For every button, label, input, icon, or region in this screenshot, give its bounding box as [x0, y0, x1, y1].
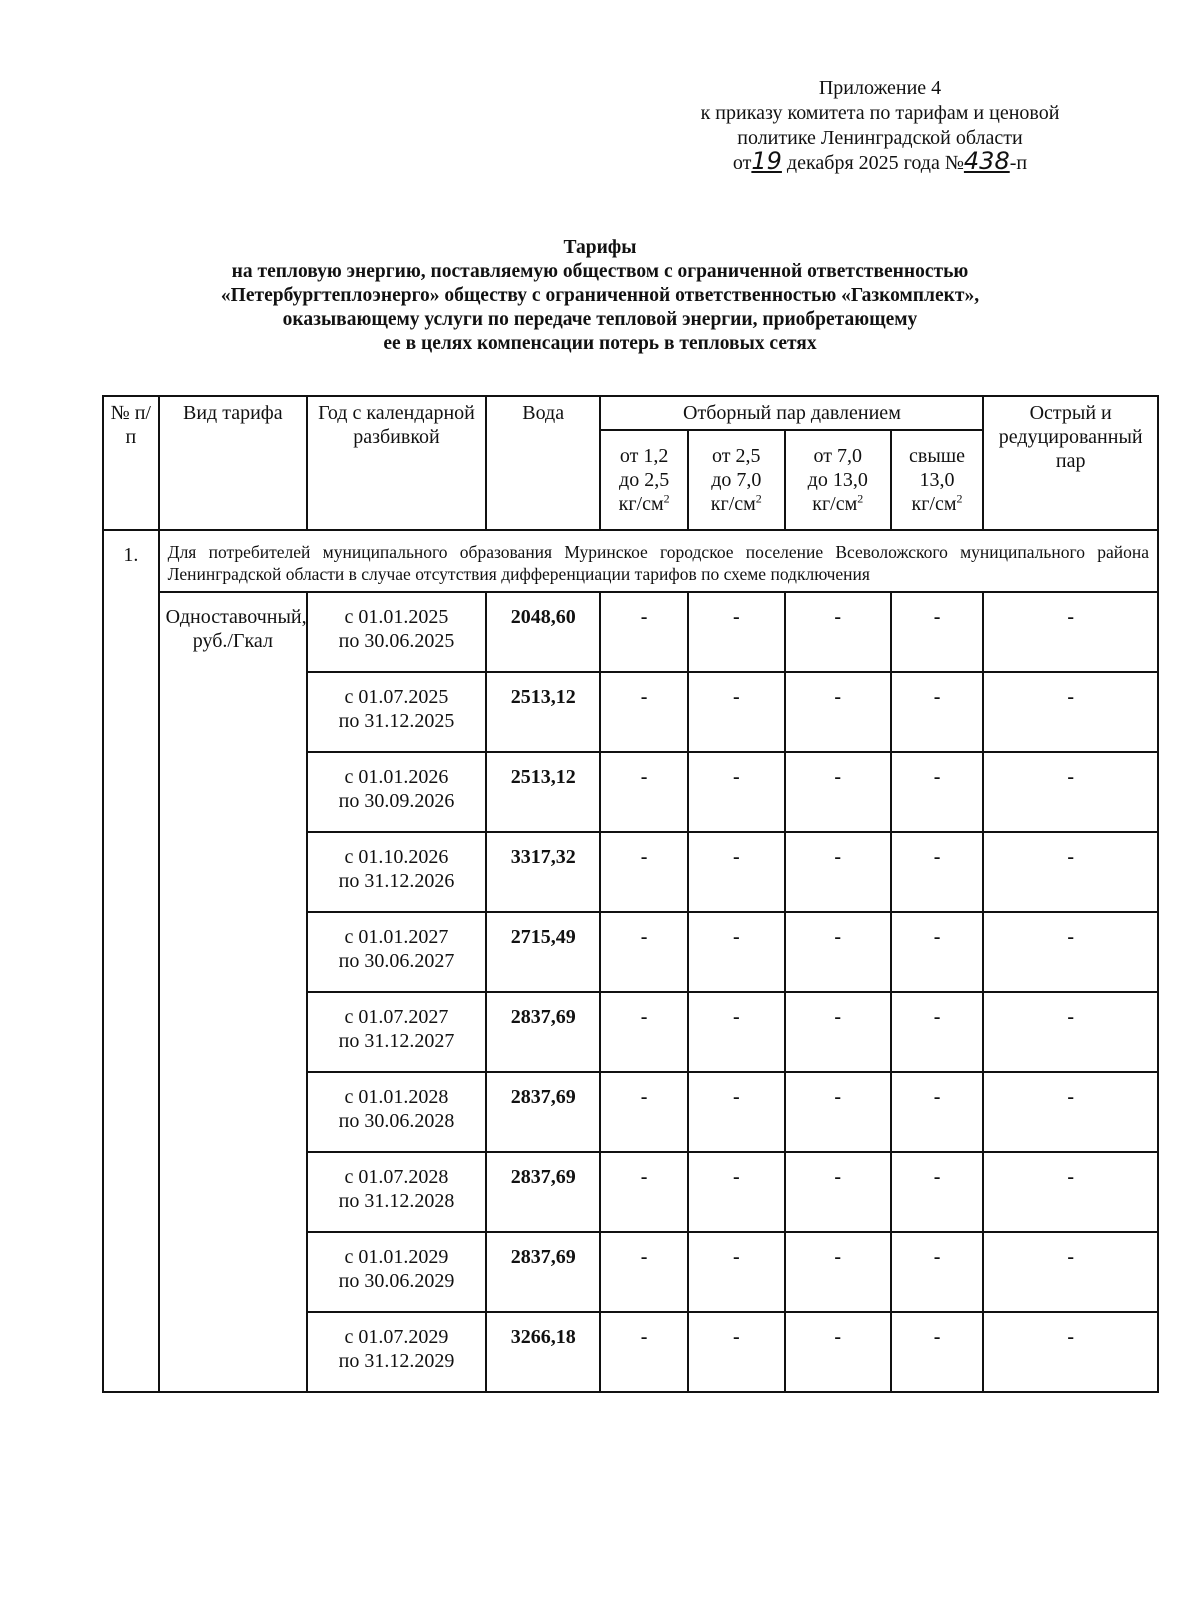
water-value-cell: 2715,49 — [486, 912, 601, 992]
period-cell — [307, 992, 486, 1072]
period-to: по 30.06.2029 — [338, 1270, 455, 1292]
water-value-cell: 2513,12 — [486, 672, 601, 752]
period-from: с 01.01.2029 — [344, 1246, 449, 1268]
empty-value-cell: - — [891, 992, 984, 1072]
empty-value-cell: - — [688, 1072, 785, 1152]
date-middle: декабря 2025 года № — [786, 152, 964, 174]
empty-value-cell: - — [600, 1312, 687, 1392]
title-heading: Тарифы — [563, 237, 637, 258]
period-to: по 30.09.2026 — [338, 790, 455, 812]
period-cell — [307, 672, 486, 752]
order-number-suffix: -п — [1009, 152, 1028, 174]
header-steam-4: свыше 13,0 $кг/см^2$ — [891, 430, 984, 530]
period-cell — [307, 592, 486, 672]
empty-value-cell: - — [600, 752, 687, 832]
period-from: с 01.07.2027 — [344, 1006, 449, 1028]
empty-value-cell: - — [600, 832, 687, 912]
period-to: по 31.12.2028 — [338, 1190, 455, 1212]
handwritten-order-number: 438 — [963, 147, 1010, 175]
appendix-date-line — [640, 147, 1120, 176]
period-cell — [307, 1152, 486, 1232]
period-to: по 30.06.2027 — [338, 950, 455, 972]
empty-value-cell: - — [983, 1072, 1158, 1152]
period-to: по 31.12.2026 — [338, 870, 455, 892]
header-steam-2: от 2,5 до 7,0 $кг/см^2$ — [688, 430, 785, 530]
empty-value-cell: - — [891, 752, 984, 832]
handwritten-day: 19 — [751, 147, 782, 175]
period-from: с 01.07.2028 — [344, 1166, 449, 1188]
header-sharp-steam: Острый и редуцированный пар — [983, 396, 1158, 530]
water-value-cell: 3266,18 — [486, 1312, 601, 1392]
period-cell — [307, 912, 486, 992]
header-period: Год с календарной разбивкой — [307, 396, 486, 530]
header-tariff-type: Вид тарифа — [159, 396, 307, 530]
period-cell — [307, 1312, 486, 1392]
empty-value-cell: - — [785, 832, 891, 912]
empty-value-cell: - — [785, 752, 891, 832]
empty-value-cell: - — [785, 672, 891, 752]
period-to: по 31.12.2025 — [338, 710, 455, 732]
empty-value-cell: - — [600, 1072, 687, 1152]
section-number: 1. — [103, 530, 159, 1392]
period-to: по 30.06.2025 — [338, 630, 455, 652]
tariff-type-cell: Одноставочный, руб./Гкал — [159, 592, 307, 1392]
period-from: с 01.01.2028 — [344, 1086, 449, 1108]
document-title — [100, 236, 1100, 356]
empty-value-cell: - — [891, 1072, 984, 1152]
header-water: Вода — [486, 396, 601, 530]
appendix-line-2: к приказу комитета по тарифам и ценовой — [700, 102, 1060, 124]
period-from: с 01.10.2026 — [344, 846, 449, 868]
empty-value-cell: - — [600, 592, 687, 672]
empty-value-cell: - — [688, 832, 785, 912]
period-to: по 31.12.2027 — [338, 1030, 455, 1052]
header-num: № п/п — [103, 396, 159, 530]
title-line-2: «Петербургтеплоэнерго» обществу с ограниченной ответственностью «Газкомплект», — [220, 285, 980, 306]
empty-value-cell: - — [983, 752, 1158, 832]
tariff-table — [102, 395, 1159, 1393]
water-value-cell: 2513,12 — [486, 752, 601, 832]
empty-value-cell: - — [688, 752, 785, 832]
period-from: с 01.01.2026 — [344, 766, 449, 788]
empty-value-cell: - — [983, 672, 1158, 752]
empty-value-cell: - — [600, 672, 687, 752]
title-line-1: на тепловую энергию, поставляемую обществом с ограниченной ответственностью — [231, 261, 969, 282]
empty-value-cell: - — [785, 1312, 891, 1392]
period-cell — [307, 752, 486, 832]
period-from: с 01.07.2029 — [344, 1326, 449, 1348]
period-cell — [307, 1232, 486, 1312]
empty-value-cell: - — [983, 1152, 1158, 1232]
appendix-line-3: политике Ленинградской области — [737, 127, 1023, 149]
water-value-cell: 2837,69 — [486, 992, 601, 1072]
section-row — [103, 530, 1158, 592]
empty-value-cell: - — [600, 992, 687, 1072]
water-value-cell: 2837,69 — [486, 1072, 601, 1152]
water-value-cell: 2837,69 — [486, 1152, 601, 1232]
appendix-line-1: Приложение 4 — [818, 77, 942, 99]
empty-value-cell: - — [600, 1232, 687, 1312]
period-to: по 31.12.2029 — [338, 1350, 455, 1372]
water-value-cell: 2048,60 — [486, 592, 601, 672]
empty-value-cell: - — [688, 592, 785, 672]
period-from: с 01.07.2025 — [344, 686, 449, 708]
empty-value-cell: - — [983, 832, 1158, 912]
empty-value-cell: - — [891, 1152, 984, 1232]
empty-value-cell: - — [983, 1232, 1158, 1312]
empty-value-cell: - — [891, 592, 984, 672]
date-prefix: от — [732, 152, 752, 174]
title-line-3: оказывающему услуги по передаче тепловой энергии, приобретающему — [282, 309, 918, 330]
period-cell — [307, 1072, 486, 1152]
empty-value-cell: - — [891, 1312, 984, 1392]
empty-value-cell: - — [785, 992, 891, 1072]
empty-value-cell: - — [688, 1312, 785, 1392]
empty-value-cell: - — [983, 1312, 1158, 1392]
empty-value-cell: - — [891, 832, 984, 912]
empty-value-cell: - — [891, 912, 984, 992]
empty-value-cell: - — [983, 992, 1158, 1072]
empty-value-cell: - — [785, 1232, 891, 1312]
period-from: с 01.01.2027 — [344, 926, 449, 948]
section-description: Для потребителей муниципального образования Муринское городское поселение Всеволожского муниципального района Ленинградской области в случае отсутствия дифференциации тарифов по схеме подключения — [159, 530, 1158, 592]
empty-value-cell: - — [688, 672, 785, 752]
period-cell — [307, 832, 486, 912]
empty-value-cell: - — [983, 592, 1158, 672]
empty-value-cell: - — [688, 912, 785, 992]
empty-value-cell: - — [785, 1152, 891, 1232]
empty-value-cell: - — [891, 672, 984, 752]
empty-value-cell: - — [983, 912, 1158, 992]
header-steam-3: от 7,0 до 13,0 $кг/см^2$ — [785, 430, 891, 530]
empty-value-cell: - — [785, 912, 891, 992]
empty-value-cell: - — [688, 992, 785, 1072]
appendix-header — [640, 76, 1120, 176]
title-line-4: ее в целях компенсации потерь в тепловых сетях — [383, 333, 817, 354]
empty-value-cell: - — [600, 1152, 687, 1232]
empty-value-cell: - — [688, 1232, 785, 1312]
empty-value-cell: - — [785, 592, 891, 672]
empty-value-cell: - — [600, 912, 687, 992]
header-steam-group: Отборный пар давлением — [600, 396, 983, 430]
table-row — [103, 592, 1158, 672]
period-to: по 30.06.2028 — [338, 1110, 455, 1132]
water-value-cell: 3317,32 — [486, 832, 601, 912]
empty-value-cell: - — [891, 1232, 984, 1312]
header-steam-1: от 1,2 до 2,5 $кг/см^2$ — [600, 430, 687, 530]
period-from: с 01.01.2025 — [344, 606, 449, 628]
water-value-cell: 2837,69 — [486, 1232, 601, 1312]
header-row-1 — [103, 396, 1158, 430]
empty-value-cell: - — [785, 1072, 891, 1152]
empty-value-cell: - — [688, 1152, 785, 1232]
